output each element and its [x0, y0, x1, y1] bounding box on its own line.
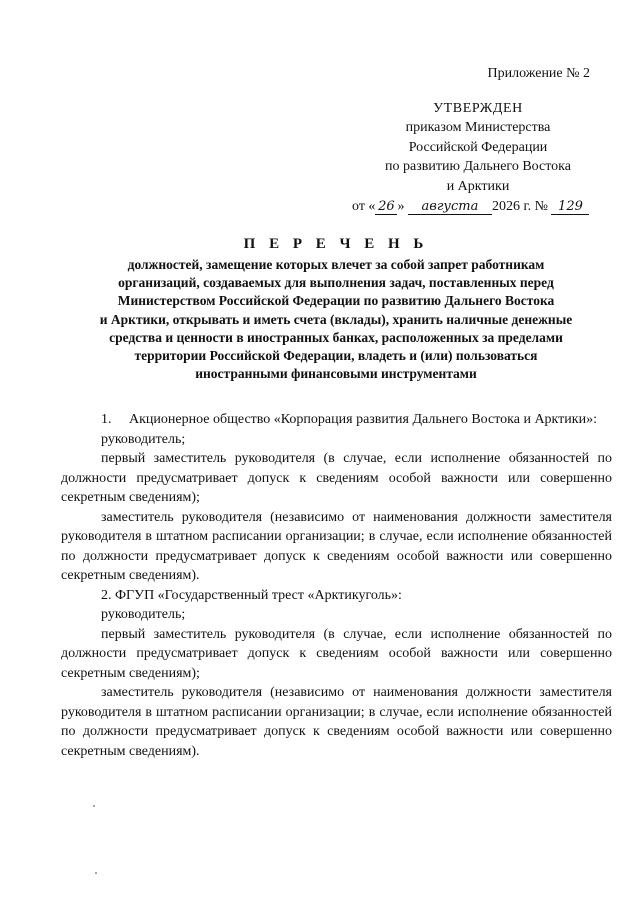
- title-subtitle-line: территории Российской Федерации, владеть и (или) пользоваться: [134, 348, 538, 364]
- list-item-position: заместитель руководителя (независимо от наименования должности заместителя руководителя в штатном расписании организации; в случае, если исполнение обязанностей по должности предусматривает допуск к сведениям особой важности или совершенно секретным сведениям).: [61, 509, 612, 583]
- date-year: 2026 г. №: [491, 199, 548, 214]
- list-item-position: первый заместитель руководителя (в случае, если исполнение обязанностей по должности предусматривает допуск к сведениям особой важности или совершенно секретным сведениям);: [61, 451, 612, 505]
- title-subtitle-line: организаций, создаваемых для выполнения задач, поставленных перед: [118, 275, 554, 291]
- approval-line-1: приказом Министерства: [405, 120, 551, 135]
- list-item-heading: 2. ФГУП «Государственный трест «Арктикуголь»:: [101, 587, 402, 603]
- handwritten-day: 26: [375, 199, 397, 215]
- scan-speck: [93, 805, 95, 807]
- approval-line-3: по развитию Дальнего Востока: [385, 159, 571, 174]
- approved-label: УТВЕРЖДЕН: [433, 100, 523, 116]
- list-item-position: первый заместитель руководителя (в случае, если исполнение обязанностей по должности предусматривает допуск к сведениям особой важности или совершенно секретным сведениям);: [61, 626, 612, 681]
- approval-line-2: Российской Федерации: [408, 139, 548, 155]
- handwritten-order-number: 129: [551, 199, 589, 215]
- title-subtitle-line: средства и ценности в иностранных банках, расположенных за пределами: [109, 329, 563, 345]
- list-item-heading: 1. Акционерное общество «Корпорация развития Дальнего Востока и Арктики»:: [101, 412, 597, 427]
- title-heading: П Е Р Е Ч Е Н Ь: [243, 236, 429, 252]
- handwritten-month: августа: [408, 199, 492, 215]
- date-mid: »: [397, 199, 405, 214]
- scan-speck: [95, 872, 97, 874]
- list-item-position: руководитель;: [101, 607, 186, 622]
- approval-block: [352, 64, 604, 217]
- date-prefix: от «: [352, 199, 376, 214]
- order-date-line: [352, 197, 604, 217]
- list-item-position: заместитель руководителя (независимо от наименования должности заместителя руководителя в штатном расписании организации; в случае, если исполнение обязанностей по должности предусматривает допуск к сведениям особой важности или совершенно секретным сведениям).: [61, 685, 612, 759]
- document-title: [48, 236, 624, 383]
- title-subtitle-line: иностранными финансовыми инструментами: [195, 366, 477, 382]
- title-subtitle-line: и Арктики, открывать и иметь счета (вклады), хранить наличные денежные: [99, 311, 573, 327]
- title-subtitle-line: должностей, замещение которых влечет за собой запрет работникам: [127, 257, 545, 272]
- list-item-position: руководитель;: [101, 431, 186, 447]
- list-body: [61, 410, 612, 761]
- appendix-label: Приложение № 2: [487, 66, 590, 81]
- title-subtitle-line: Министерством Российской Федерации по развитию Дальнего Востока: [117, 293, 555, 309]
- approval-line-4: и Арктики: [446, 178, 510, 194]
